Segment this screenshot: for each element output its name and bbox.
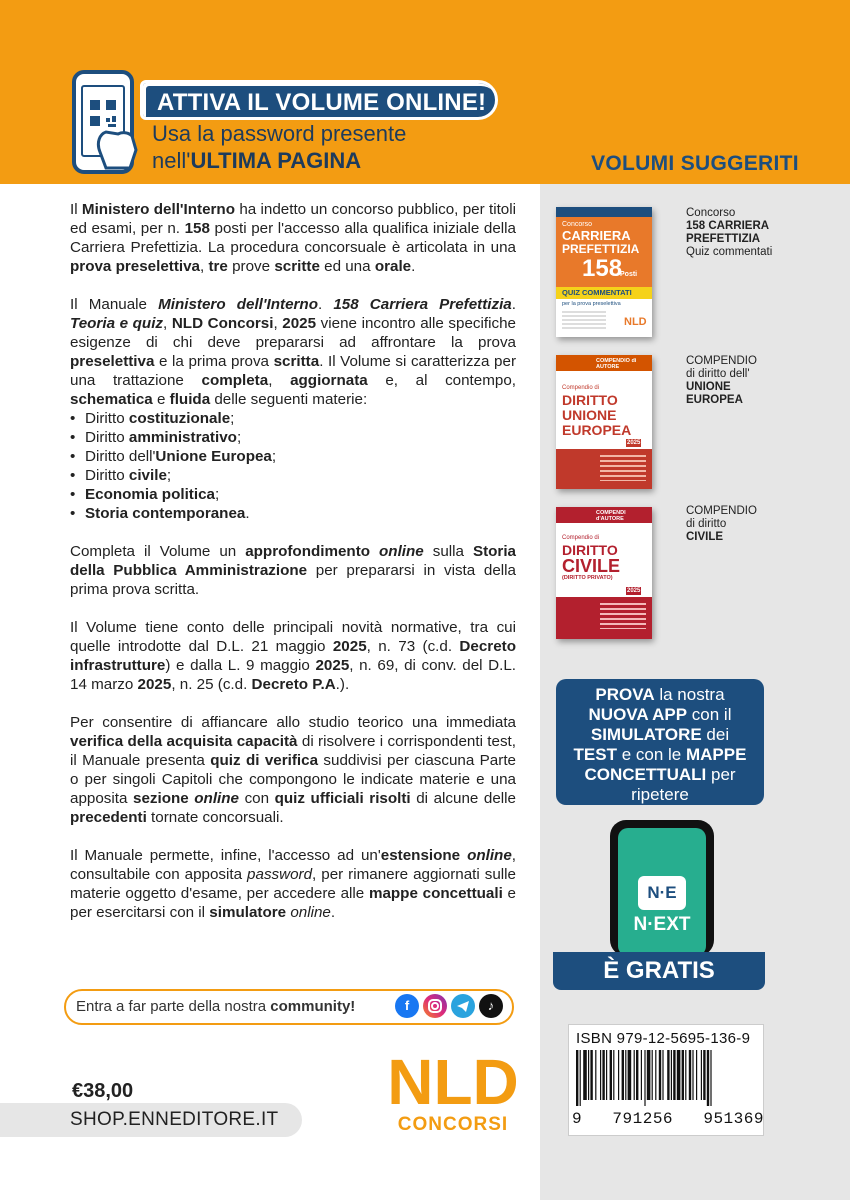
qr-phone-icon [70,70,142,174]
barcode-bar [622,1050,624,1100]
paragraph-online-extra: Completa il Volume un approfondimento online sulla Storia della Pubblica Amministrazione per prepararsi in vista della prima prova scritta. [70,543,516,598]
barcode-bar [685,1050,686,1100]
paragraph-manual: Il Manuale Ministero dell'Interno. 158 Carriera Prefettizia. Teoria e quiz, NLD Concorsi, 2025 viene incontro alle specifiche esigenze di chi deve prepararsi ad affrontare la prova preselettiva e la prima prova scritta. Il Volume si caratterizza per una trattazione completa, aggiornata e, al contempo, schematica e fluida delle seguenti materie: [70,296,516,408]
nld-concorsi-logo [386,1046,520,1136]
barcode-bar [655,1050,656,1100]
app-logo-badge: N·E [638,876,686,910]
barcode-bar [641,1050,642,1100]
barcode-bar [606,1050,607,1100]
barcode-bar [692,1050,693,1100]
barcode-bar [710,1050,711,1106]
list-item: • Economia politica; [70,485,516,504]
book-cover-unione-europea[interactable]: COMPENDIO di AUTORE Compendio di DIRITTO UNIONE EUROPEA 2025 [556,355,652,489]
activate-online-subtitle: Usa la password presente nell'ULTIMA PAGINA [152,121,407,173]
app-promo-box: PROVA la nostra NUOVA APP con il SIMULATORE dei TEST e con le MAPPE CONCETTUALI per ripetere [556,679,764,805]
barcode-bar [625,1050,626,1100]
paragraph-quiz: Per consentire di affiancare allo studio teorico una immediata verifica della acquisita capacità di risolvere i corrispondenti test, il Manuale presenta quiz di verifica suddivisi per ciascuna Parte o per singoli Capitoli che compongono le indicate materie e una apposita sezione online con quiz ufficiali risolti di alcune delle precedenti tornate concorsuali. [70,714,516,826]
list-item: • Diritto amministrativo; [70,428,516,447]
list-item: • Storia contemporanea. [70,504,516,523]
list-item: • Diritto civile; [70,466,516,485]
suggested-volumes-title: VOLUMI SUGGERITI [591,152,799,175]
svg-text:NLD: NLD [387,1046,519,1118]
svg-text:CONCORSI: CONCORSI [397,1114,509,1135]
barcode-bar [602,1050,604,1100]
barcode-bar [673,1050,675,1100]
list-item: • Diritto costituzionale; [70,409,516,428]
book-caption-diritto-civile: COMPENDIO di diritto CIVILE [686,505,757,543]
list-item: • Diritto dell'Unione Europea; [70,447,516,466]
barcode-bar [613,1050,614,1100]
barcode-bar [662,1050,663,1100]
barcode-bar [600,1050,601,1100]
barcode-bar [610,1050,612,1100]
isbn-label: ISBN 979-12-5695-136-9 [576,1030,751,1047]
barcode-bar [659,1050,661,1100]
barcode-bar [588,1050,589,1100]
ean-barcode [576,1050,760,1106]
activate-online-title: ATTIVA IL VOLUME ONLINE! [140,80,498,120]
book-cover-diritto-civile[interactable]: COMPENDI d'AUTORE Compendio di DIRITTO CIVILE (DIRITTO PRIVATO) 2025 [556,507,652,639]
book-cover-carriera-prefettizia[interactable]: Concorso CARRIERA PREFETTIZIA 158 Posti QUIZ COMMENTATI per la prova preselettiva NLD [556,207,652,337]
barcode-bar [647,1050,651,1100]
barcode-bar [590,1050,592,1100]
barcode-bar [583,1050,587,1100]
facebook-icon[interactable]: f [395,994,419,1018]
price: €38,00 [72,1080,134,1102]
barcode-bar [701,1050,702,1100]
barcode-bar [634,1050,635,1100]
barcode-bar [677,1050,681,1100]
barcode-bar [652,1050,653,1100]
ean-digits: 9 791256 951369 [572,1110,764,1128]
barcode-bar [595,1050,596,1100]
app-name: N·EXT [633,914,691,935]
book-caption-carriera-prefettizia: Concorso 158 CARRIERA PREFETTIZIA Quiz commentati [686,207,773,258]
community-box: Entra a far parte della nostra community! [64,989,514,1025]
barcode-bar [580,1050,581,1106]
barcode-bar [696,1050,697,1100]
barcode-bar [618,1050,619,1100]
paragraph-law-updates: Il Volume tiene conto delle principali novità normative, tra cui quelle introdotte dal D.L. 21 maggio 2025, n. 73 (c.d. Decreto infrastrutture) e dalla L. 9 maggio 2025, n. 69, di conv. del D.L. 14 marzo 2025, n. 25 (c.d. Decreto P.A.). [70,619,516,693]
telegram-icon[interactable] [451,994,475,1018]
paragraph-online-access: Il Manuale permette, infine, l'accesso ad un'estensione online, consultabile con apposita password, per rimanere aggiornati sulle materie oggetto d'esame, per accedere alle mappe concettuali e per esercitarsi con il simulatore online. [70,847,517,921]
barcode-bar [703,1050,705,1100]
barcode-bar [576,1050,578,1106]
book-caption-unione-europea: COMPENDIO di diritto dell' UNIONE EUROPEA [686,355,757,406]
barcode-bar [667,1050,669,1100]
shop-url[interactable]: SHOP.ENNEDITORE.IT [0,1103,302,1137]
app-phone-screen [618,828,706,956]
instagram-icon[interactable] [423,994,447,1018]
barcode-bar [644,1050,645,1106]
barcode-bar [707,1050,709,1106]
barcode-bar [671,1050,672,1100]
barcode-bar [636,1050,638,1100]
subjects-list [70,409,516,523]
barcode-bar [689,1050,691,1100]
app-free-label: È GRATIS [553,952,765,990]
barcode-bar [628,1050,632,1100]
tiktok-icon[interactable]: ♪ [479,994,503,1018]
description-text [70,200,516,941]
barcode-bar [682,1050,684,1100]
paragraph-intro: Il Ministero dell'Interno ha indetto un concorso pubblico, per titoli ed esami, per n. 158 posti per l'accesso alla qualifica iniziale della Carriera Prefettizia. La procedura concorsuale è articolata in una prova preselettiva, tre prove scritte ed una orale. [70,201,516,275]
